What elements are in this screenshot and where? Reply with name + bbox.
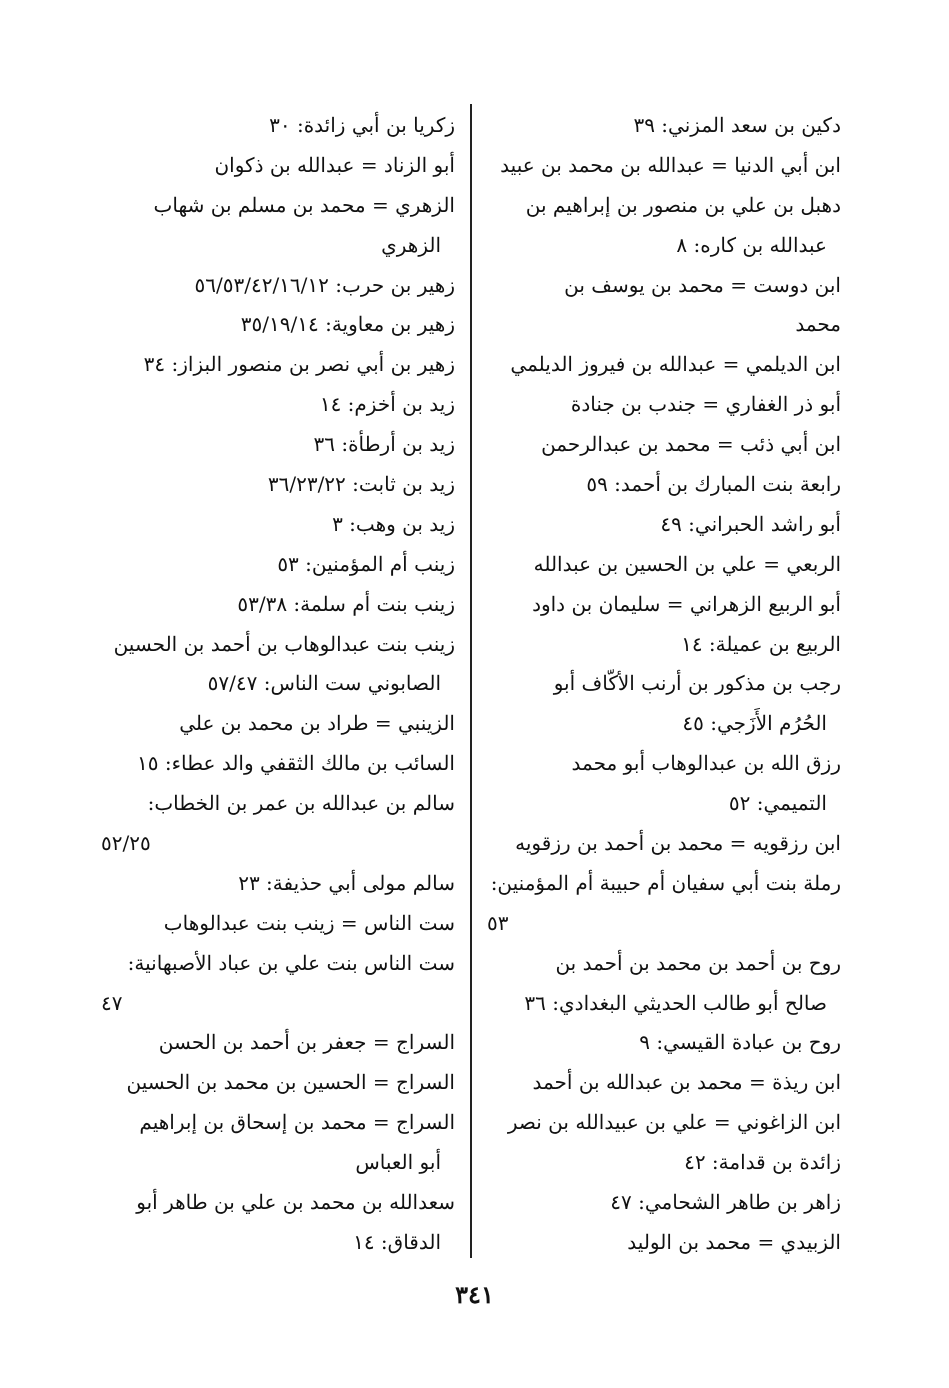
index-entry-line: زهير بن أبي نصر بن منصور البزاز: ٣٤ [143,352,455,377]
index-entry-line: سعدالله بن محمد بن علي بن طاهر أبو [136,1190,455,1215]
index-entry-line: الربيع بن عميلة: ١٤ [681,631,841,656]
index-entry-line: زهير بن حرب: ٥٦/٥٣/٤٢/١٦/١٢ [194,272,455,297]
index-entry-line: ابن رزقويه = محمد بن أحمد بن رزقويه [515,831,841,856]
index-entry-line: الدقاق: ١٤ [353,1229,441,1254]
index-entry-line: ابن دوست = محمد بن يوسف بن [564,272,841,297]
index-entry-line: دكين بن سعد المزني: ٣٩ [633,113,841,137]
index-entry-line: أبو العباس [355,1150,441,1175]
index-entry-line: السائب بن مالك الثقفي والد عطاء: ١٥ [137,751,455,776]
index-entry-line: ٤٧ [101,990,123,1015]
index-entry-line: الصابوني ست الناس: ٥٧/٤٧ [207,671,441,696]
index-entry-line: زائدة بن قدامة: ٤٢ [684,1150,841,1175]
index-entry-line: زيد بن أخزم: ١٤ [319,392,455,417]
page-number: ٣٤١ [455,1280,494,1309]
index-entry-line: ابن ريذة = محمد بن عبدالله بن أحمد [532,1070,841,1095]
index-entry-line: زاهر بن طاهر الشحامي: ٤٧ [610,1190,841,1215]
index-entry-line: أبو الربيع الزهراني = سليمان بن داود [532,591,841,616]
index-entry-line: الربعي = علي بن الحسين بن عبدالله [533,551,841,576]
index-entry-line: أبو راشد الحبراني: ٤٩ [660,511,841,536]
index-entry-line: التميمي: ٥٢ [728,791,827,816]
index-entry-line: أبو الزناد = عبدالله بن ذكوان [214,152,455,177]
index-entry-line: الزبيدي = محمد بن الوليد [627,1229,841,1254]
index-column-left [93,106,455,1263]
index-entry-line: زيد بن أرطأة: ٣٦ [313,432,455,457]
index-entry-line: رملة بنت أبي سفيان أم حبيبة أم المؤمنين: [490,870,841,895]
index-entry-line: السراج = جعفر بن أحمد بن الحسن [158,1030,455,1055]
index-entry-line: السراج = الحسين بن محمد بن الحسين [126,1070,455,1095]
index-entry-line: ابن أبي الدنيا = عبدالله بن محمد بن عبيد [500,152,841,177]
index-column-right [479,106,841,1263]
index-entry-line: ٥٣ [487,910,509,935]
index-entry-line: زينب بنت عبدالوهاب بن أحمد بن الحسين [113,631,455,656]
index-entry-line: ٥٢/٢٥ [101,831,151,856]
index-entry-line: رجب بن مذكور بن أرنب الأكّاف أبو [553,671,841,696]
index-entry-line: ابن الديلمي = عبدالله بن فيروز الديلمي [510,352,841,377]
index-entry-line: الزهري = محمد بن مسلم بن شهاب [153,192,455,217]
index-entry-line: رابعة بنت المبارك بن أحمد: ٥٩ [586,472,841,497]
index-entry-line: ابن أبي ذئب = محمد بن عبدالرحمن [541,432,841,457]
index-entry-line: محمد [795,312,841,337]
index-entry-line: سالم بن عبدالله بن عمر بن الخطاب: [147,791,455,816]
index-entry-line: زيد بن ثابت: ٣٦/٢٣/٢٢ [267,472,455,497]
index-entry-line: أبو ذر الغفاري = جندب بن جنادة [570,392,841,417]
index-entry-line: دهبل بن علي بن منصور بن إبراهيم بن [525,192,841,217]
index-entry-line: الزهري [381,232,441,257]
index-entry-line: زيد بن وهب: ٣ [332,511,455,536]
index-entry-line: صالح أبو طالب الحديثي البغدادي: ٣٦ [524,990,827,1015]
column-divider [470,104,472,1258]
index-entry-line: ابن الزاغوني = علي بن عبيدالله بن نصر [507,1110,841,1135]
index-entry-line: السراج = محمد بن إسحاق بن إبراهيم [139,1110,455,1135]
index-entry-line: روح بن عبادة القيسي: ٩ [639,1030,841,1055]
index-entry-line: الزينبي = طراد بن محمد بن علي [179,711,455,736]
index-entry-line: ست الناس = زينب بنت عبدالوهاب [163,910,455,935]
index-entry-line: الحُرُم الأَزَجي: ٤٥ [682,711,827,736]
index-entry-line: زينب بنت أم سلمة: ٥٣/٣٨ [237,591,455,616]
index-entry-line: سالم مولى أبي حذيفة: ٢٣ [238,870,455,895]
index-entry-line: ست الناس بنت علي بن عباد الأصبهانية: [127,950,455,975]
index-entry-line: زينب أم المؤمنين: ٥٣ [277,551,455,576]
index-entry-line: زهير بن معاوية: ٣٥/١٩/١٤ [240,312,455,337]
index-entry-line: روح بن أحمد بن محمد بن أحمد بن [555,950,841,975]
index-entry-line: زكريا بن أبي زائدة: ٣٠ [269,113,455,137]
index-entry-line: عبدالله بن كاره: ٨ [676,232,827,257]
index-entry-line: رزق الله بن عبدالوهاب أبو محمد [571,751,841,776]
